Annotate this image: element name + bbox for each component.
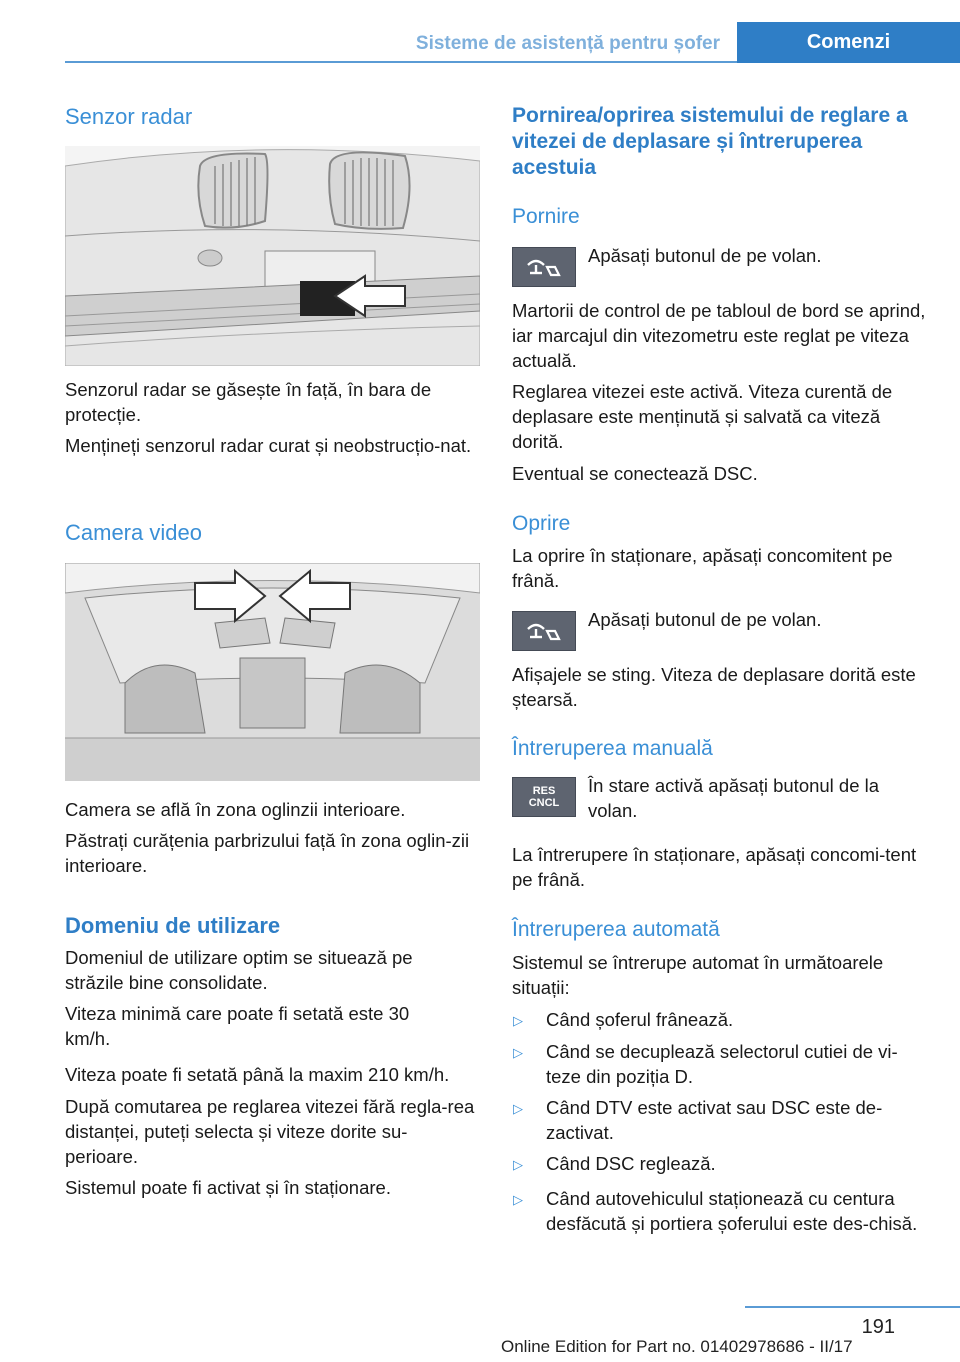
start-paragraph-1: Martorii de control de pe tabloul de bord se aprind, iar marcajul din vitezometru este reglat pe viteza actuală. [512, 300, 926, 371]
radar-sensor-figure [65, 146, 480, 366]
header-section-title: Sisteme de asistență pentru șofer [415, 33, 720, 54]
header-chapter-tab[interactable]: Comenzi [737, 22, 960, 63]
start-paragraph-3: Eventual se conectează DSC. [512, 463, 758, 484]
right-main-heading: Pornirea/oprirea sistemului de reglare a vitezei de deplasare și întreruperea acestuia [512, 104, 908, 179]
res-label: RES [532, 785, 556, 797]
bullet-icon: ▷ [513, 1045, 523, 1060]
radar-bumper-illustration [65, 146, 480, 366]
domain-paragraph-1: Domeniul de utilizare optim se situează pe străzile bine consolidate. [65, 947, 413, 993]
radar-paragraph-1: Senzorul radar se găsește în față, în bara de protecție. [65, 379, 432, 425]
start-button-instruction: Apăsați butonul de pe volan. [588, 245, 822, 266]
camera-paragraph-1: Camera se află în zona oglinzii interioare. [65, 799, 406, 820]
domain-paragraph-4: După comutarea pe reglarea vitezei fără regla‐rea distanței, puteți selecta și viteze dorite su‐perioare. [65, 1096, 475, 1167]
auto-bullet-5: Când autovehiculul staționează cu centura desfăcută și portiera șoferului este des‐chisă. [546, 1188, 918, 1234]
stop-heading: Oprire [512, 512, 571, 535]
camera-paragraph-2: Păstrați curățenia parbrizului față în zona oglin‐zii interioare. [65, 830, 470, 876]
cruise-control-button[interactable] [512, 247, 576, 287]
start-heading: Pornire [512, 205, 580, 228]
header-rule [65, 61, 737, 63]
bullet-icon: ▷ [513, 1157, 523, 1172]
res-cncl-button[interactable] [512, 777, 576, 817]
domain-paragraph-2: Viteza minimă care poate fi setată este 30 km/h. [65, 1003, 410, 1049]
start-paragraph-2: Reglarea vitezei este activă. Viteza curentă de deplasare este menținută și salvată ca viteză dorită. [512, 381, 893, 452]
bullet-icon: ▷ [513, 1101, 523, 1116]
auto-paragraph-1: Sistemul se întrerupe automat în următoarele situații: [512, 952, 884, 998]
radar-heading: Senzor radar [65, 104, 193, 129]
cruise-control-icon [522, 255, 566, 279]
auto-bullet-2: Când se decuplează selectorul cutiei de vi‐teze din poziția D. [546, 1041, 898, 1087]
footer-rule [745, 1306, 960, 1308]
cncl-label: CNCL [528, 797, 560, 809]
auto-interrupt-heading: Întreruperea automată [512, 918, 720, 941]
bullet-icon: ▷ [513, 1192, 523, 1207]
page-number: 191 [861, 1316, 895, 1338]
domain-heading: Domeniu de utilizare [65, 913, 281, 938]
domain-paragraph-3: Viteza poate fi setată până la maxim 210 km/h. [65, 1064, 450, 1085]
manual-paragraph-1: La întrerupere în staționare, apăsați concomi‐tent pe frână. [512, 844, 917, 890]
auto-bullet-3: Când DTV este activat sau DSC este de‐zactivat. [546, 1097, 883, 1143]
camera-interior-illustration [65, 563, 480, 781]
cruise-control-icon [522, 619, 566, 643]
manual-interrupt-heading: Întreruperea manuală [512, 737, 713, 760]
stop-paragraph-2: Afișajele se sting. Viteza de deplasare dorită este ștearsă. [512, 664, 916, 710]
stop-paragraph-1: La oprire în staționare, apăsați concomitent pe frână. [512, 545, 893, 591]
camera-heading: Camera video [65, 520, 202, 545]
camera-figure [65, 563, 480, 781]
domain-paragraph-5: Sistemul poate fi activat și în staționare. [65, 1177, 391, 1198]
stop-button-instruction: Apăsați butonul de pe volan. [588, 609, 822, 630]
manual-button-instruction: În stare activă apăsați butonul de la volan. [588, 775, 880, 821]
auto-bullet-4: Când DSC reglează. [546, 1153, 716, 1174]
edition-note: Online Edition for Part no. 01402978686 - II/17 [501, 1337, 853, 1356]
radar-paragraph-2: Mențineți senzorul radar curat și neobstrucțio‐nat. [65, 435, 472, 456]
auto-bullet-1: Când șoferul frânează. [546, 1009, 734, 1030]
cruise-control-button-stop[interactable] [512, 611, 576, 651]
bullet-icon: ▷ [513, 1013, 523, 1028]
